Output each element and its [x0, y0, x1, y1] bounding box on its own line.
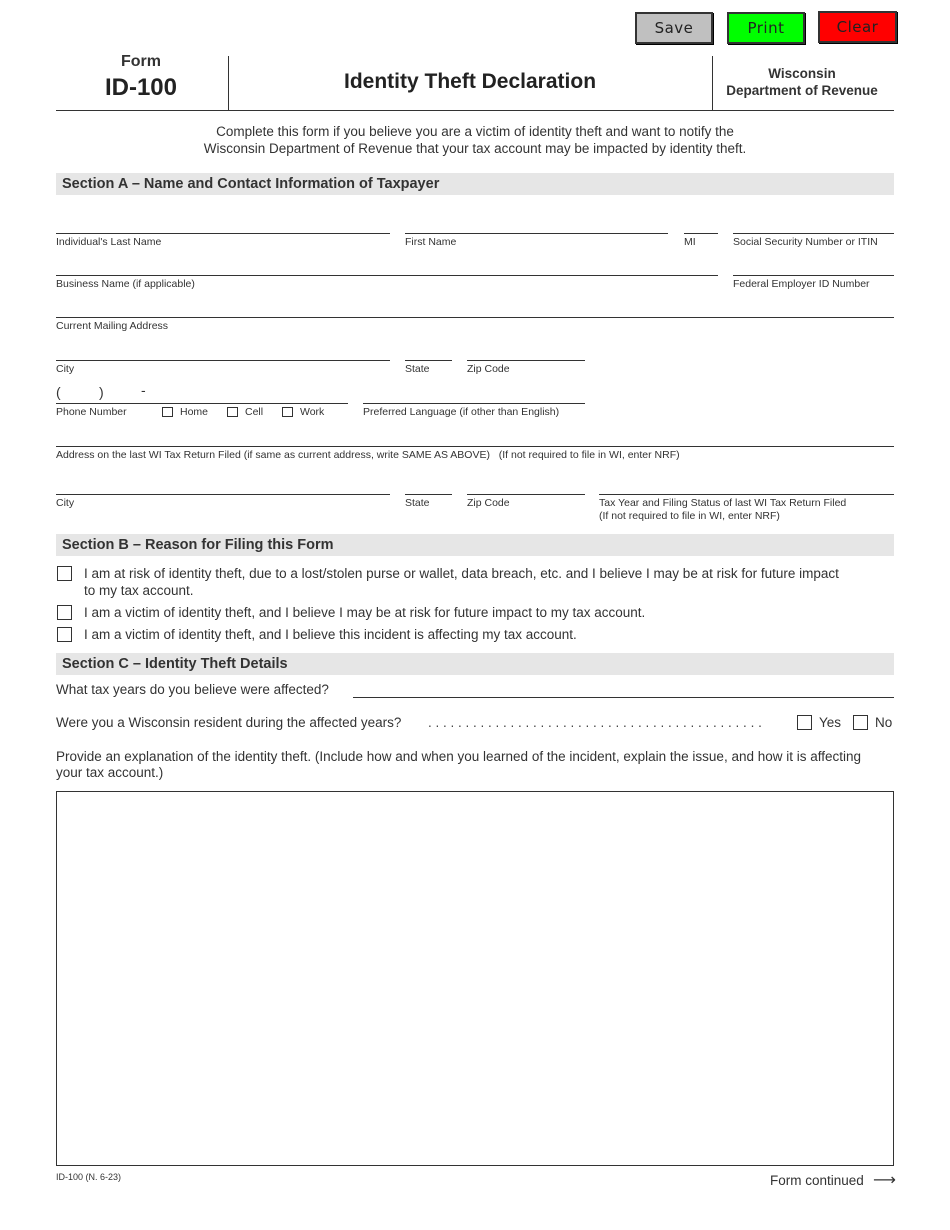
explanation-textarea[interactable] [56, 791, 894, 1166]
zip2-field[interactable] [467, 494, 585, 495]
last-name-field[interactable] [56, 233, 390, 234]
city-label: City [56, 363, 75, 375]
state2-label: State [405, 497, 430, 509]
state-field[interactable] [405, 360, 452, 361]
tax-years-field[interactable] [353, 697, 894, 698]
section-b-heading: Section B – Reason for Filing this Form [56, 534, 894, 556]
reason-victim-affecting-checkbox[interactable] [57, 627, 72, 642]
section-a-heading: Section A – Name and Contact Information of Taxpayer [56, 173, 894, 195]
zip2-label: Zip Code [467, 497, 510, 509]
resident-no-label: No [875, 715, 893, 730]
phone-home-checkbox[interactable] [162, 407, 173, 417]
preferred-language-label: Preferred Language (if other than English) [363, 406, 560, 418]
resident-yes-label: Yes [819, 715, 842, 730]
phone-work-label: Work [300, 406, 325, 418]
reason-victim-affecting-label: I am a victim of identity theft, and I believe this incident is affecting my tax account. [84, 627, 577, 642]
resident-question: Were you a Wisconsin resident during the affected years? [56, 715, 402, 730]
form-continued: Form continued [770, 1173, 864, 1188]
phone-home-label: Home [180, 406, 209, 418]
section-c-heading: Section C – Identity Theft Details [56, 653, 894, 675]
reason-at-risk-checkbox[interactable] [57, 566, 72, 581]
city2-field[interactable] [56, 494, 390, 495]
reason-victim-future-label: I am a victim of identity theft, and I believe I may be at risk for future impact to my tax account. [84, 605, 646, 620]
first-name-label: First Name [405, 236, 457, 248]
zip-label: Zip Code [467, 363, 510, 375]
form-word: Form [121, 53, 161, 70]
agency-name-line2: Department of Revenue [726, 83, 878, 98]
form-number: ID-100 [104, 74, 178, 101]
header-rule [56, 110, 894, 111]
city2-label: City [56, 497, 75, 509]
mailing-address-field[interactable] [56, 317, 894, 318]
phone-field[interactable] [56, 403, 348, 404]
phone-number-label: Phone Number [56, 406, 127, 418]
phone-work-checkbox[interactable] [282, 407, 293, 417]
clear-button[interactable]: Clear [818, 11, 897, 43]
business-name-field[interactable] [56, 275, 718, 276]
intro-line2: Wisconsin Department of Revenue that your tax account may be impacted by identity theft. [203, 141, 747, 156]
state2-field[interactable] [405, 494, 452, 495]
reason-victim-future-checkbox[interactable] [57, 605, 72, 620]
mailing-address-label: Current Mailing Address [56, 320, 169, 332]
reason-at-risk-line2: to my tax account. [84, 583, 194, 598]
fein-field[interactable] [733, 275, 894, 276]
mi-field[interactable] [684, 233, 718, 234]
fein-label: Federal Employer ID Number [733, 278, 870, 290]
resident-leader-dots: . . . . . . . . . . . . . . . . . . . . . . . . . . . . . . . . . . . . . . . . . . . . . [428, 715, 762, 730]
agency-name-line1: Wisconsin [768, 66, 836, 81]
last-return-address-field[interactable] [56, 446, 894, 447]
explanation-instructions-line2: your tax account.) [56, 765, 164, 780]
continued-arrow-icon: ⟶ [873, 1170, 896, 1189]
phone-cell-checkbox[interactable] [227, 407, 238, 417]
state-label: State [405, 363, 430, 375]
form-revision: ID-100 (N. 6-23) [56, 1172, 122, 1182]
ssn-label: Social Security Number or ITIN [733, 236, 878, 248]
tax-years-question: What tax years do you believe were affected? [56, 682, 329, 697]
phone-paren-close: ) [99, 384, 104, 400]
explanation-instructions-line1: Provide an explanation of the identity theft. (Include how and when you learned of the incident, explain the issue, and how it is affecting [56, 749, 862, 764]
preferred-language-field[interactable] [363, 403, 585, 404]
last-return-address-label: Address on the last WI Tax Return Filed (if same as current address, write SAME AS ABOVE) (If not required to file in WI, enter NRF) [56, 449, 680, 461]
page-title: Identity Theft Declaration [343, 70, 597, 93]
business-name-label: Business Name (if applicable) [56, 278, 195, 290]
last-name-label: Individual's Last Name [56, 236, 162, 248]
print-button[interactable]: Print [727, 12, 805, 44]
phone-paren-open: ( [56, 384, 61, 400]
reason-at-risk-line1: I am at risk of identity theft, due to a lost/stolen purse or wallet, data breach, etc. and I believe I may be at risk for future impact [84, 566, 839, 581]
mi-label: MI [684, 236, 696, 248]
tax-year-status-label-line2: (If not required to file in WI, enter NRF) [599, 510, 780, 522]
resident-no-checkbox[interactable] [853, 715, 868, 730]
tax-year-status-field[interactable] [599, 494, 894, 495]
first-name-field[interactable] [405, 233, 668, 234]
phone-dash: - [141, 382, 146, 398]
tax-year-status-label-line1: Tax Year and Filing Status of last WI Tax Return Filed [599, 497, 847, 509]
phone-cell-label: Cell [245, 406, 264, 418]
ssn-field[interactable] [733, 233, 894, 234]
city-field[interactable] [56, 360, 390, 361]
save-button[interactable]: Save [635, 12, 713, 44]
zip-field[interactable] [467, 360, 585, 361]
intro-line1: Complete this form if you believe you are a victim of identity theft and want to notify the [216, 124, 734, 139]
resident-yes-checkbox[interactable] [797, 715, 812, 730]
